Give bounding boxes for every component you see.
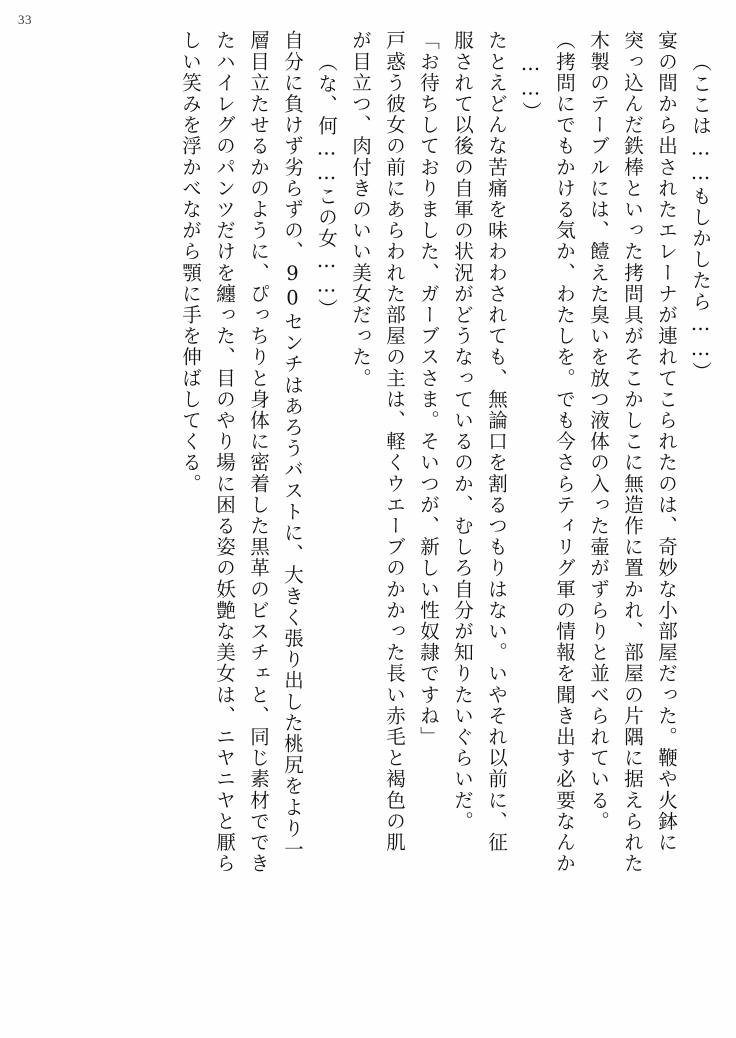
text-column: しい笑みを浮かべながら顎に手を伸ばしてくる。 (179, 30, 202, 495)
text-column: 宴の間から出されたエレーナが連れてこられたのは、奇妙な小部屋だった。鞭や火鉢に (655, 30, 678, 853)
text-column: 戸惑う彼女の前にあらわれた部屋の主は、軽くウエーブのかかった長い赤毛と褐色の肌 (383, 30, 406, 853)
text-column: たハイレグのパンツだけを纏った、目のやり場に困る姿の妖艶な美女は、ニヤニヤと厭ら (213, 30, 236, 874)
page-number: 33 (18, 12, 32, 27)
text-column: 層目立たせるかのように、ぴっちりと身体に密着した黒革のビスチェと、同じ素材ででき (247, 30, 270, 874)
text-column: 自分に負けず劣らずの、90センチはあろうバストに、大きく張り出した桃尻をより一 (281, 30, 304, 860)
text-column: （拷問にでもかける気か、わたしを。でも今さらティリグ軍の情報を聞き出す必要なんか (553, 30, 576, 874)
text-column: 「お待ちしておりました、ガーブスさま。そいつが、新しい性奴隷ですね」 (417, 30, 440, 748)
text-column: 木製のテーブルには、饐えた臭いを放つ液体の入った壷がずらりと並べられている。 (587, 30, 610, 832)
text-column: たとえどんな苦痛を味わわされても、無論口を割るつもりはない。いやそれ以前に、征 (485, 30, 508, 853)
vertical-text-block (52, 30, 710, 1014)
text-column: （な、何……この女……） (315, 52, 338, 320)
text-column: が目立つ、肉付きのいい美女だった。 (349, 30, 372, 389)
text-column: 服されて以後の自軍の状況がどうなっているのか、むしろ自分が知りたいぐらいだ。 (451, 30, 474, 832)
text-column: 突っ込んだ鉄棒といった拷問具がそこかしこに無造作に置かれ、部屋の片隅に据えられた (621, 30, 644, 874)
text-column: （ここは……もしかしたら……） (689, 52, 712, 383)
text-column: ……） (519, 52, 542, 123)
